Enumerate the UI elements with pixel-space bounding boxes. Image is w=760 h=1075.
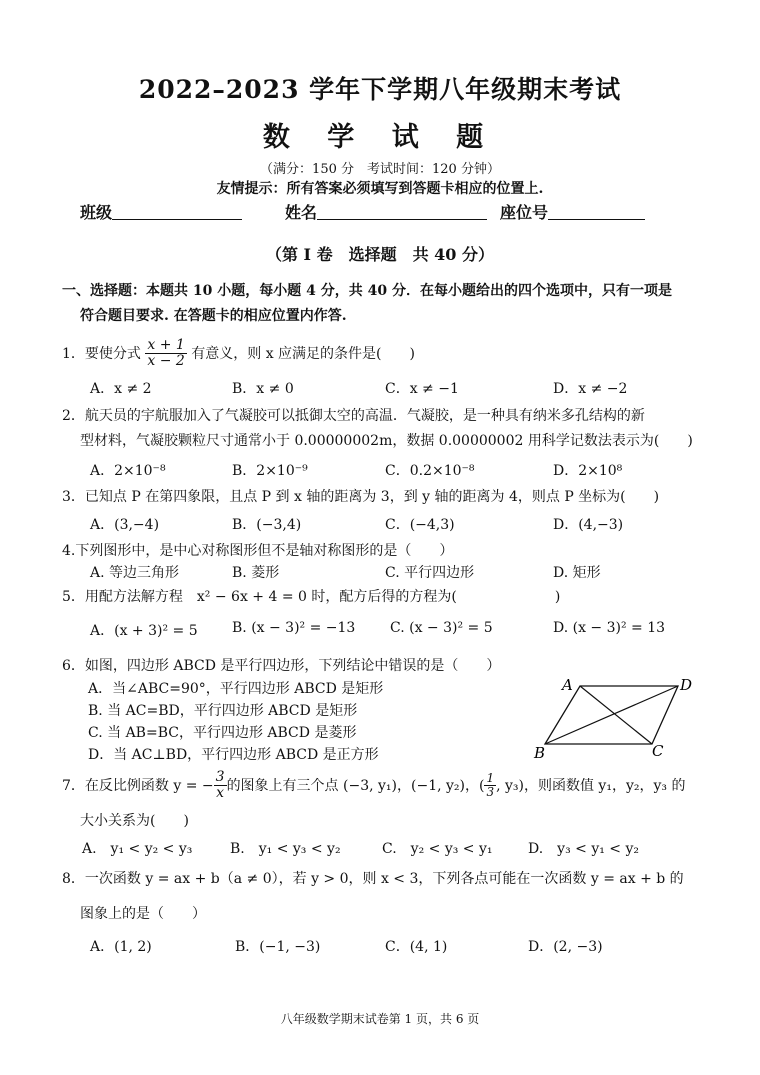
seat-field[interactable] [500, 200, 645, 223]
q7-point-fraction [484, 772, 496, 799]
q3-option-a[interactable]: A．(3,−4) [90, 517, 160, 533]
name-label: 姓名 [285, 203, 318, 222]
question-4: 4.下列图形中，是中心对称图形但不是轴对称图形的是（ ） [62, 543, 454, 559]
parallelogram-figure [530, 672, 710, 764]
q1-frac-num: x + 1 [147, 337, 185, 353]
q5-option-d[interactable]: D. (x − 3)² = 13 [553, 620, 666, 636]
section-instructions-2: 符合题目要求. 在答题卡的相应位置内作答. [80, 308, 347, 324]
q1-option-b[interactable]: B．x ≠ 0 [232, 381, 294, 397]
q3-option-c[interactable]: C．(−4,3) [385, 517, 455, 533]
q4-option-a[interactable]: A. 等边三角形 [90, 565, 180, 581]
exam-title: 2022–2023 学年下学期八年级期末考试 [138, 75, 622, 104]
class-blank[interactable] [112, 203, 242, 220]
question-2-line-2: 型材料，气凝胶颗粒尺寸通常小于 0.00000002m，数据 0.00000002 用科学记数法表示为( ) [80, 433, 693, 449]
vertex-label-b: B [534, 744, 546, 762]
q7-frac-num: 3 [215, 769, 225, 785]
q8-option-d[interactable]: D．(2, −3) [528, 939, 603, 955]
q5-option-b[interactable]: B. (x − 3)² = −13 [232, 620, 356, 636]
q2-option-c[interactable]: C．0.2×10⁻⁸ [385, 463, 475, 479]
diagonal-ac [580, 686, 652, 744]
volume-heading: （第 I 卷 选择题 共 40 分） [265, 245, 495, 264]
q7-option-a[interactable]: A. y₁ < y₂ < y₃ [82, 841, 193, 857]
q6-option-b[interactable]: B. 当 AC=BD，平行四边形 ABCD 是矩形 [88, 703, 358, 719]
page-footer: 八年级数学期末试卷第 1 页，共 6 页 [280, 1012, 480, 1026]
q2-option-d[interactable]: D．2×10⁸ [553, 463, 623, 479]
q5-option-a[interactable]: A．(x + 3)² = 5 [90, 623, 198, 639]
q1-text-post: 有意义，则 x 应满足的条件是( ) [191, 345, 415, 362]
q1-fraction [145, 338, 186, 370]
q7-frac-den: x [216, 785, 225, 802]
subject-title: 数 学 试 题 [262, 122, 498, 153]
q2-option-b[interactable]: B．2×10⁻⁹ [232, 463, 308, 479]
q6-option-d[interactable]: D．当 AC⊥BD，平行四边形 ABCD 是正方形 [88, 747, 379, 763]
question-2-line-1: 2．航天员的宇航服加入了气凝胶可以抵御太空的高温．气凝胶，是一种具有纳米多孔结构的新 [62, 408, 645, 424]
q1-option-c[interactable]: C．x ≠ −1 [385, 381, 459, 397]
q1-text-pre: 1．要使分式 [62, 345, 141, 362]
question-3: 3．已知点 P 在第四象限，且点 P 到 x 轴的距离为 3，到 y 轴的距离为 4，则点 P 坐标为( ) [62, 489, 660, 505]
section-instructions-1: 一、选择题：本题共 10 小题，每小题 4 分，共 40 分．在每小题给出的四个选项中，只有一项是 [62, 283, 672, 299]
question-1 [62, 338, 415, 370]
q1-option-a[interactable]: A．x ≠ 2 [90, 381, 152, 397]
exam-meta: （满分：150 分 考试时间：120 分钟） [260, 162, 500, 177]
q3-option-d[interactable]: D．(4,−3) [553, 517, 624, 533]
q7-pt-num: 1 [486, 771, 495, 786]
q4-option-c[interactable]: C. 平行四边形 [385, 565, 475, 581]
q2-option-a[interactable]: A．2×10⁻⁸ [90, 463, 166, 479]
q7-fraction [214, 770, 227, 802]
seat-blank[interactable] [548, 203, 645, 220]
q7-pt-den: 3 [486, 785, 495, 800]
q8-option-c[interactable]: C．(4, 1) [385, 939, 448, 955]
question-5: 5．用配方法解方程 x² − 6x + 4 = 0 时，配方后得的方程为( ) [62, 589, 561, 605]
question-7-line-2: 大小关系为( ) [80, 813, 189, 829]
question-8-line-2: 图象上的是（ ） [80, 906, 206, 922]
vertex-label-c: C [652, 742, 664, 760]
name-blank[interactable] [317, 203, 487, 220]
seat-label: 座位号 [500, 203, 549, 222]
q8-option-b[interactable]: B．(−1, −3) [235, 939, 321, 955]
q5-option-c[interactable]: C. (x − 3)² = 5 [390, 620, 493, 636]
q8-option-a[interactable]: A．(1, 2) [90, 939, 152, 955]
q7-text-mid: 的图象上有三个点 (−3, y₁)，(−1, y₂)，( [226, 777, 485, 794]
question-7-line-1 [62, 770, 685, 802]
class-field[interactable] [80, 200, 242, 223]
diagonal-bd [545, 686, 678, 744]
q6-option-c[interactable]: C. 当 AB=BC，平行四边形 ABCD 是菱形 [88, 725, 357, 741]
exam-tip: 友情提示：所有答案必须填写到答题卡相应的位置上. [216, 181, 544, 197]
class-label: 班级 [80, 203, 113, 222]
q3-option-b[interactable]: B．(−3,4) [232, 517, 302, 533]
q7-text-post: , y₃)，则函数值 y₁，y₂，y₃ 的 [496, 777, 686, 794]
q7-option-d[interactable]: D. y₃ < y₁ < y₂ [528, 841, 640, 857]
vertex-label-d: D [680, 676, 693, 694]
q1-frac-den: x − 2 [147, 353, 185, 370]
q7-option-c[interactable]: C. y₂ < y₃ < y₁ [382, 841, 493, 857]
name-field[interactable] [285, 200, 487, 223]
q4-option-b[interactable]: B. 菱形 [232, 565, 280, 581]
q1-option-d[interactable]: D．x ≠ −2 [553, 381, 628, 397]
q4-option-d[interactable]: D. 矩形 [553, 565, 601, 581]
q7-text-pre: 7．在反比例函数 y = − [62, 777, 214, 794]
question-8-line-1: 8．一次函数 y = ax + b（a ≠ 0），若 y > 0，则 x < 3，下列各点可能在一次函数 y = ax + b 的 [62, 871, 684, 887]
q6-option-a[interactable]: A．当∠ABC=90°，平行四边形 ABCD 是矩形 [88, 681, 384, 697]
vertex-label-a: A [562, 676, 573, 694]
question-6: 6．如图，四边形 ABCD 是平行四边形，下列结论中错误的是（ ） [62, 658, 501, 674]
q7-option-b[interactable]: B. y₁ < y₃ < y₂ [230, 841, 341, 857]
